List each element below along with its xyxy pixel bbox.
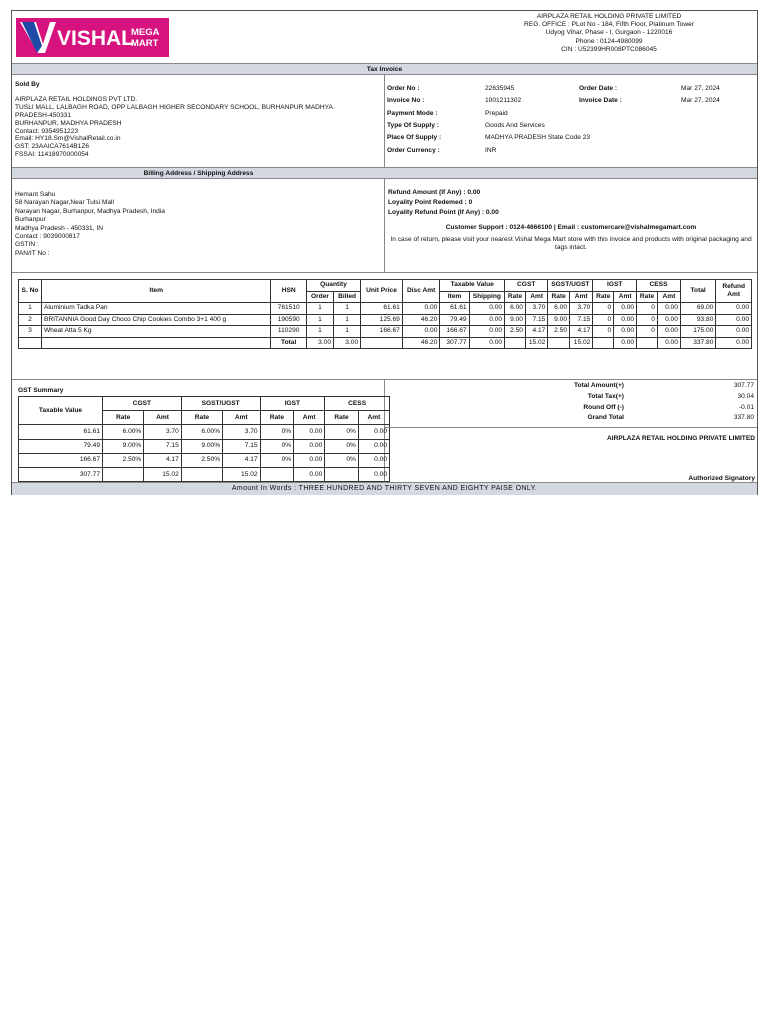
empty-cell [41,337,271,349]
gst-cell-cgst-amt: 7.15 [144,439,181,453]
cell-refund: 0.00 [716,314,752,326]
return-note: In case of return, please visit your nearest Vishal Mega Mart store with this invoice and products with original packaging and tags intact. [390,235,752,252]
invoice [11,10,758,495]
empty-cell [103,467,144,481]
cell-cess-rate: 0 [637,326,658,338]
cell-igst-rate: 0 [593,314,614,326]
grand-total-label: Grand Total [587,414,624,422]
gst-total-row [19,467,390,481]
cell-cgst-rate: 2.50 [505,326,526,338]
gst-total-igst: 0.00 [294,467,325,481]
empty-cell [181,467,222,481]
gst-total-cgst: 15.02 [144,467,181,481]
col-hsn: HSN [271,280,306,303]
total-cess-amt: 0.00 [657,337,680,349]
cell-sno: 2 [19,314,42,326]
billing-line: Contact : 9039000817 [15,233,80,241]
cell-taxable: 61.61 [440,303,469,315]
divider [384,179,385,272]
sold-by-section [15,81,383,159]
gst-cell-igst-amt: 0.00 [294,425,325,439]
invoice-date-label: Invoice Date : [579,97,622,105]
empty-cell [593,337,614,349]
gst-cell-igst-rate: 0% [260,425,294,439]
cell-shipping: 0.00 [469,303,504,315]
gst-cell-taxable: 166.67 [19,453,103,467]
currency: INR [485,146,497,154]
cell-order: 1 [306,326,333,338]
payment-mode: Prepaid [485,109,508,117]
round-off: -0.01 [738,403,754,411]
cell-hsn: 190590 [271,314,306,326]
col-sgst: SGST/UGST [548,280,593,292]
company-cin: CIN : U52399HR008PTC086045 [561,45,657,53]
round-off-label: Round Off (-) [583,403,624,411]
sold-by-line: PRADESH-450331 [15,111,72,119]
currency-label: Order Currency : [387,146,440,154]
gst-cell-cess-rate: 0% [325,453,359,467]
sold-by-line: Email: HY18.Sm@VishalRetail.co.in [15,135,121,143]
gst-cell-igst-rate: 0% [260,439,294,453]
authorized-signatory: Authorized Signatory [688,475,755,482]
billing-line: Madhya Pradesh - 450331, IN [15,224,103,232]
gst-col-amt: Amt [358,411,389,425]
billing-heading: Billing Address / Shipping Address [12,167,385,179]
col-cgst: CGST [505,280,548,292]
cell-cess-amt: 0.00 [657,314,680,326]
cell-disc: 0.00 [402,303,440,315]
total-billed: 3.00 [334,337,361,349]
cell-taxable: 166.67 [440,326,469,338]
gst-cell-sgst-rate: 2.50% [181,453,222,467]
gst-cell-sgst-rate: 6.00% [181,425,222,439]
gst-col-taxable: Taxable Value [19,397,103,425]
gst-cell-cgst-amt: 4.17 [144,453,181,467]
payment-mode-label: Payment Mode : [387,109,438,117]
company-office-line1: REG. OFFICE : PLot No - 184, Fifth Floor, Platinum Tower [524,21,694,29]
cell-cgst-rate: 6.00 [505,303,526,315]
total-disc: 46.20 [402,337,440,349]
col-amt: Amt [525,291,547,303]
col-refund: Refund Amt [716,280,752,303]
col-unit-price: Unit Price [361,280,403,303]
cell-sgst-rate: 9.00 [548,314,570,326]
cell-cgst-rate: 9.00 [505,314,526,326]
cell-igst-amt: 0.00 [614,314,637,326]
divider [12,272,757,273]
gst-col-amt: Amt [144,411,181,425]
place-of-supply-label: Place Of Supply : [387,134,442,142]
logo-sub2: MART [131,38,159,49]
gst-col-cess: CESS [325,397,390,411]
cell-billed: 1 [334,326,361,338]
col-billed: Billed [334,291,361,303]
cell-cess-amt: 0.00 [657,303,680,315]
gst-cell-sgst-amt: 4.17 [223,453,260,467]
loyalty-refund: Loyality Refund Point (If Any) : 0.00 [388,208,499,216]
billing-line: Burhanpur [15,216,46,224]
gst-col-igst: IGST [260,397,325,411]
cell-cgst-amt: 7.15 [525,314,547,326]
cell-unit-price: 125.69 [361,314,403,326]
sold-by-line: GST: 23AAICA7614B1Z6 [15,143,90,151]
gst-row [19,453,390,467]
gst-cell-sgst-amt: 3.70 [223,425,260,439]
cell-cess-rate: 0 [637,303,658,315]
cell-item: Aluminium Tadka Pan [41,303,271,315]
order-no-label: Order No : [387,85,420,93]
support-line: Customer Support : 0124-4666100 | Email : customercare@vishalmegamart.com [445,224,697,231]
gst-cell-cess-amt: 0.00 [358,453,389,467]
vishal-mega-mart-logo [16,18,169,57]
cell-refund: 0.00 [716,303,752,315]
supply-type: Goods And Services [485,122,545,130]
gst-col-rate: Rate [325,411,359,425]
col-amt: Amt [614,291,637,303]
total-cgst-amt: 15.02 [525,337,547,349]
cell-hsn: 110290 [271,326,306,338]
order-date-label: Order Date : [579,85,618,93]
gst-col-sgst: SGST/UGST [181,397,260,411]
refund-info [388,188,754,218]
billing-heading-blank [385,167,757,179]
col-igst: IGST [593,280,637,292]
order-date: Mar 27, 2024 [681,85,720,93]
gst-cell-cgst-rate: 9.00% [103,439,144,453]
total-grand: 337.80 [680,337,715,349]
cell-total: 93.80 [680,314,715,326]
refund-amount: Refund Amount (If Any) : 0.00 [388,189,481,196]
cell-item: BRITANNIA Good Day Choco Chip Cookies Combo 3+1 400 g [41,314,271,326]
cell-sgst-amt: 3.70 [570,303,593,315]
place-of-supply: MADHYA PRADESH State Code 23 [485,134,591,142]
gst-col-rate: Rate [103,411,144,425]
gst-cell-cgst-rate: 2.50% [103,453,144,467]
cell-igst-amt: 0.00 [614,326,637,338]
col-taxable: Taxable Value [440,280,505,292]
total-shipping: 0.00 [469,337,504,349]
cell-billed: 1 [334,314,361,326]
totals-summary [400,381,754,423]
cell-sgst-rate: 2.50 [548,326,570,338]
table-total-row [19,337,752,349]
cell-sgst-rate: 6.00 [548,303,570,315]
sold-by-line: AIRPLAZA RETAIL HOLDINGS PVT LTD. [15,95,138,103]
total-taxable: 307.77 [440,337,469,349]
company-office-line2: Udyog Vihar, Phase - I, Gurgaon - 1220016 [545,29,673,37]
col-amt: Amt [570,291,593,303]
cell-order: 1 [306,314,333,326]
sold-by-heading: Sold By [15,81,40,88]
col-taxable-item: Item [440,291,469,303]
gst-row [19,439,390,453]
cell-order: 1 [306,303,333,315]
cell-total: 69.00 [680,303,715,315]
divider [385,427,757,428]
table-row [19,303,752,315]
order-no: 22635945 [485,85,515,93]
tax-invoice-title: Tax Invoice [12,63,757,75]
cell-disc: 46.20 [402,314,440,326]
gst-col-cgst: CGST [103,397,182,411]
gst-cell-cgst-amt: 3.70 [144,425,181,439]
cell-cess-rate: 0 [637,314,658,326]
empty-cell [637,337,658,349]
cell-cess-amt: 0.00 [657,326,680,338]
gst-col-rate: Rate [260,411,294,425]
col-sno: S. No [19,280,42,303]
col-rate: Rate [548,291,570,303]
gst-col-amt: Amt [294,411,325,425]
billing-address [15,191,383,258]
table-row [19,314,752,326]
col-disc: Disc Amt [402,280,440,303]
cell-igst-rate: 0 [593,303,614,315]
col-taxable-shipping: Shipping [469,291,504,303]
invoice-date: Mar 27, 2024 [681,97,720,105]
total-label: Total [271,337,306,349]
col-rate: Rate [637,291,658,303]
gst-total-sgst: 15.02 [223,467,260,481]
empty-cell [19,337,42,349]
sold-by-line: BURHANPUR, MADHYA PRADESH [15,119,122,127]
billing-line: Hemant Sahu [15,191,56,198]
gst-summary-title: GST Summary [18,387,64,394]
col-rate: Rate [505,291,526,303]
total-igst-amt: 0.00 [614,337,637,349]
gst-col-amt: Amt [223,411,260,425]
cell-total: 175.00 [680,326,715,338]
sold-by-line: TUSLI MALL, LALBAGH ROAD, OPP LALBAGH HIGHER SECONDARY SCHOOL, BURHANPUR MADHYA [15,103,333,111]
total-tax: 30.04 [737,392,754,400]
cell-disc: 0.00 [402,326,440,338]
cell-sgst-amt: 7.15 [570,314,593,326]
empty-cell [260,467,294,481]
company-name: AIRPLAZA RETAIL HOLDING PRIVATE LIMITED [536,13,682,20]
billing-line: Narayan Nagar, Burhanpur, Madhya Pradesh, India [15,207,165,215]
cell-refund: 0.00 [716,326,752,338]
total-sgst-amt: 15.02 [570,337,593,349]
total-amount-label: Total Amount(+) [574,382,624,390]
col-amt: Amt [657,291,680,303]
gst-cell-sgst-rate: 9.00% [181,439,222,453]
gst-cell-igst-amt: 0.00 [294,453,325,467]
cell-sno: 1 [19,303,42,315]
cell-unit-price: 166.67 [361,326,403,338]
col-order: Order [306,291,333,303]
gst-summary-table [18,396,390,482]
billing-line: PAN/IT No : [15,249,50,257]
divider [384,75,385,178]
gst-cell-igst-rate: 0% [260,453,294,467]
logo-brand-name: VISHAL [57,27,135,50]
sold-by-line: Contact: 9354951223 [15,127,79,135]
cell-sno: 3 [19,326,42,338]
gst-cell-taxable: 79.49 [19,439,103,453]
col-item: Item [41,280,271,303]
supply-type-label: Type Of Supply : [387,122,439,130]
gst-cell-cess-rate: 0% [325,425,359,439]
company-phone: Phone : 0124-4980099 [575,37,643,45]
items-table [18,279,752,349]
cell-cgst-amt: 3.70 [525,303,547,315]
empty-cell [325,467,359,481]
cell-unit-price: 61.61 [361,303,403,315]
gst-col-rate: Rate [181,411,222,425]
cell-hsn: 761510 [271,303,306,315]
gst-cell-cess-rate: 0% [325,439,359,453]
order-details [386,83,758,157]
gst-cell-cess-amt: 0.00 [358,439,389,453]
empty-cell [548,337,570,349]
cell-sgst-amt: 4.17 [570,326,593,338]
cell-cgst-amt: 4.17 [525,326,547,338]
loyalty-redeemed: Loyality Point Redemed : 0 [388,198,473,206]
gst-cell-taxable: 61.61 [19,425,103,439]
gst-cell-cgst-rate: 6.00% [103,425,144,439]
gst-cell-igst-amt: 0.00 [294,439,325,453]
col-cess: CESS [637,280,681,292]
col-rate: Rate [593,291,614,303]
grand-total: 337.80 [733,414,754,422]
billing-line: GSTIN : [15,241,39,249]
col-quantity: Quantity [306,280,360,292]
customer-support [388,224,754,253]
gst-cell-sgst-amt: 7.15 [223,439,260,453]
total-refund: 0.00 [716,337,752,349]
signatory-company: AIRPLAZA RETAIL HOLDING PRIVATE LIMITED [607,435,755,442]
invoice-no-label: Invoice No : [387,97,425,105]
billing-line: 58 Narayan Nagar,Near Tulsi Mall [15,199,114,207]
total-tax-label: Total Tax(+) [587,392,624,400]
gst-cell-cess-amt: 0.00 [358,425,389,439]
cell-item: Wheat Atta 5 Kg [41,326,271,338]
empty-cell [361,337,403,349]
table-row [19,326,752,338]
gst-total-cess: 0.00 [358,467,389,481]
gst-row [19,425,390,439]
cell-billed: 1 [334,303,361,315]
company-header [489,13,729,54]
col-total: Total [680,280,715,303]
logo-sub1: MEGA [131,27,160,38]
empty-cell [505,337,526,349]
amount-in-words: Amount In Words : THREE HUNDRED AND THIRTY SEVEN AND EIGHTY PAISE ONLY. [12,482,757,495]
gst-total-taxable: 307.77 [19,467,103,481]
cell-igst-rate: 0 [593,326,614,338]
cell-taxable: 79.49 [440,314,469,326]
cell-shipping: 0.00 [469,326,504,338]
total-order: 3.00 [306,337,333,349]
cell-shipping: 0.00 [469,314,504,326]
sold-by-line: FSSAI: 11418970000054 [15,151,89,159]
cell-igst-amt: 0.00 [614,303,637,315]
invoice-no: 1001211302 [485,97,522,105]
total-amount: 307.77 [733,382,754,390]
